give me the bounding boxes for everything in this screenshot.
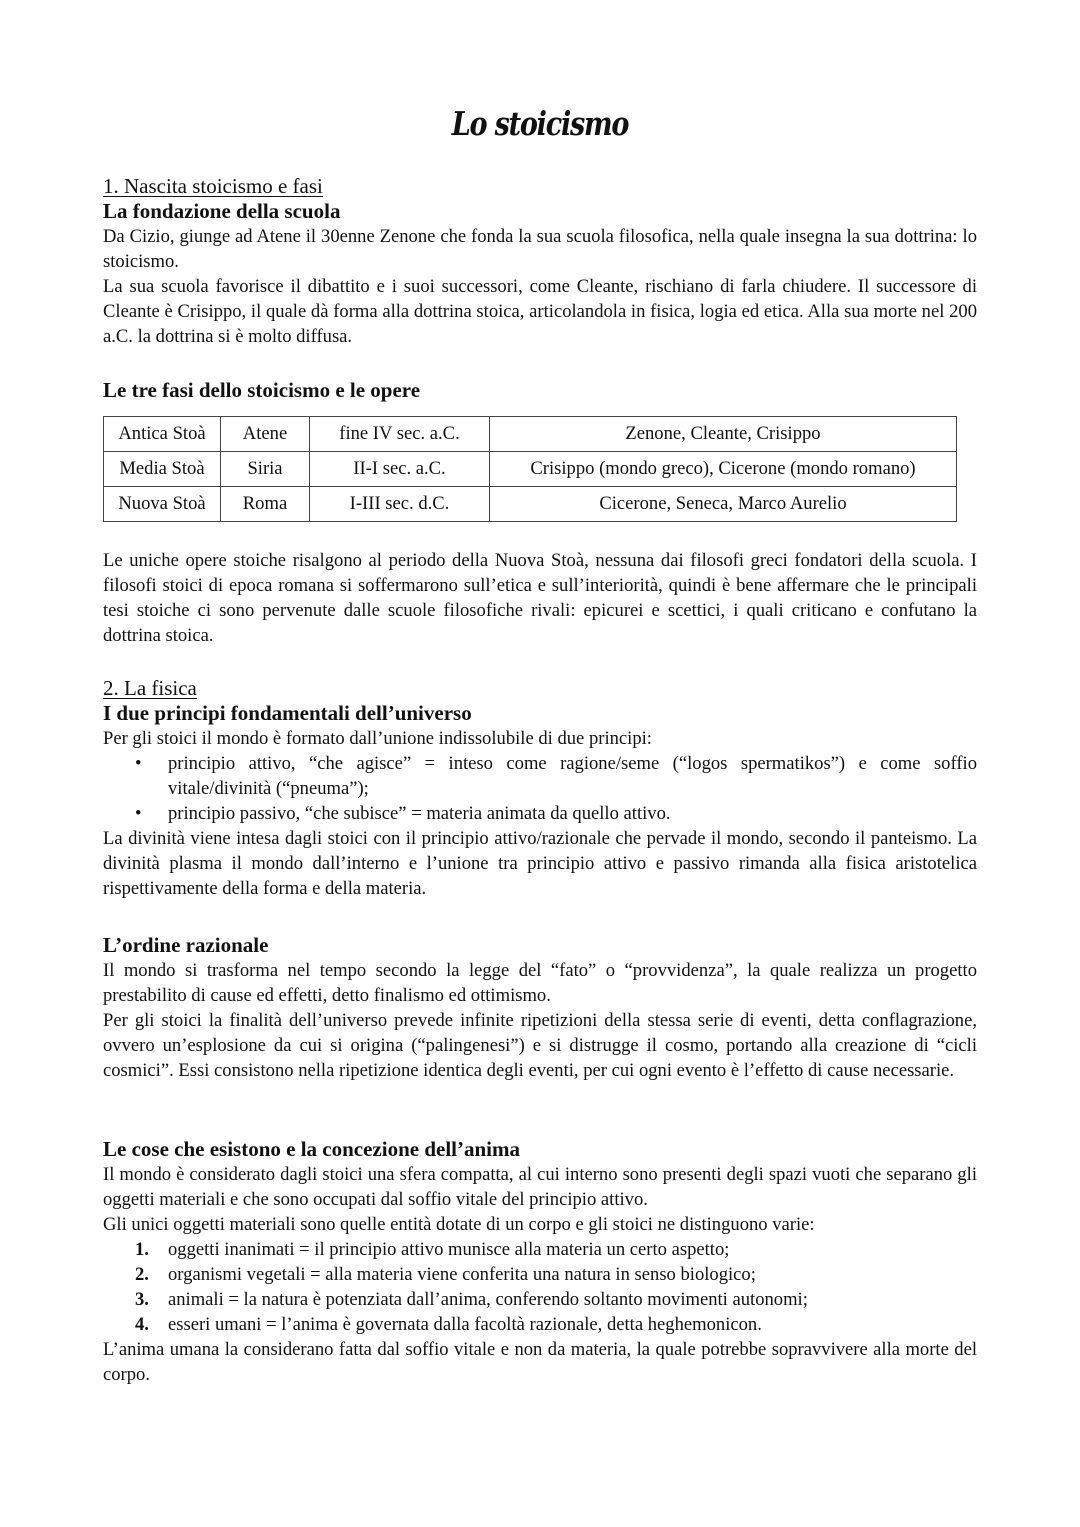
- list-number: 4.: [135, 1314, 149, 1335]
- table-cell: I-III sec. d.C.: [310, 487, 490, 522]
- list-item: [103, 751, 977, 801]
- paragraph: Le uniche opere stoiche risalgono al periodo della Nuova Stoà, nessuna dai filosofi greci fondatori della scuola. I filosofi stoici di epoca romana si soffermarono sull’etica e sull’interiorità, quindi è bene affermare che le principali tesi stoiche ci sono pervenute dalle scuole filosofiche rivali: epicurei e scettici, i quali criticano e confutano la dottrina stoica.: [103, 550, 977, 646]
- table-cell: Atene: [221, 417, 310, 452]
- paragraph: La sua scuola favorisce il dibattito e i suoi successori, come Cleante, rischiano di farla chiudere. Il successore di Cleante è Crisippo, il quale dà forma alla dottrina stoica, articolandola in fisica, logia ed etica. Alla sua morte nel 200 a.C. la dottrina si è molto diffusa.: [103, 276, 977, 347]
- paragraph: La divinità viene intesa dagli stoici con il principio attivo/razionale che pervade il mondo, secondo il panteismo. La divinità plasma il mondo dall’interno e l’unione tra principio attivo e passivo rimanda alla fisica aristotelica rispettivamente della forma e della materia.: [103, 828, 977, 899]
- list-item-text: oggetti inanimati = il principio attivo munisce alla materia un certo aspetto;: [168, 1239, 730, 1260]
- paragraph: Da Cizio, giunge ad Atene il 30enne Zenone che fonda la sua scuola filosofica, nella quale insegna la sua dottrina: lo stoicismo.: [103, 226, 977, 272]
- paragraph: Il mondo è considerato dagli stoici una sfera compatta, al cui interno sono presenti degli spazi vuoti che separano gli oggetti materiali e che sono occupati dal soffio vitale del principio attivo.: [103, 1164, 977, 1210]
- list-number: 2.: [135, 1264, 149, 1285]
- table-cell: Media Stoà: [104, 452, 221, 487]
- table-row: [104, 452, 957, 487]
- section-nascita: [103, 174, 977, 349]
- subsection-title: L’ordine razionale: [103, 933, 269, 957]
- list-item: [103, 1287, 977, 1312]
- list-number: 1.: [135, 1239, 149, 1260]
- subsection-title: La fondazione della scuola: [103, 199, 341, 223]
- subsection-title: I due principi fondamentali dell’universo: [103, 701, 472, 725]
- subsection-title: Le tre fasi dello stoicismo e le opere: [103, 378, 421, 402]
- list-item: [103, 1312, 977, 1337]
- bullet-list: [103, 751, 977, 826]
- list-item: [103, 1262, 977, 1287]
- bullet-icon: •: [135, 803, 142, 824]
- paragraph: Il mondo si trasforma nel tempo secondo la legge del “fato” o “provvidenza”, la quale realizza un progetto prestabilito di cause ed effetti, detto finalismo ed ottimismo.: [103, 960, 977, 1006]
- bullet-icon: •: [135, 753, 142, 774]
- section-fisica: [103, 676, 977, 901]
- table-cell: Cicerone, Seneca, Marco Aurelio: [490, 487, 957, 522]
- opere-paragraph-block: [103, 548, 977, 648]
- table-row: [104, 417, 957, 452]
- list-item-text: organismi vegetali = alla materia viene conferita una natura in senso biologico;: [168, 1264, 756, 1285]
- numbered-list: [103, 1237, 977, 1337]
- list-item: [103, 1237, 977, 1262]
- list-item-text: animali = la natura è potenziata dall’anima, conferendo soltanto movimenti autonomi;: [168, 1289, 808, 1310]
- paragraph: Per gli stoici il mondo è formato dall’unione indissolubile di due principi:: [103, 728, 652, 749]
- document-title: Lo stoicismo: [451, 104, 629, 143]
- table-cell: Siria: [221, 452, 310, 487]
- phases-table: [103, 416, 957, 522]
- subsection-anima: [103, 1137, 977, 1387]
- subsection-ordine: [103, 933, 977, 1083]
- list-item-text: esseri umani = l’anima è governata dalla facoltà razionale, detta heghemonicon.: [168, 1314, 762, 1335]
- paragraph: L’anima umana la considerano fatta dal soffio vitale e non da materia, la quale potrebbe sopravvivere alla morte del corpo.: [103, 1339, 977, 1385]
- table-row: [104, 487, 957, 522]
- list-item: [103, 801, 977, 826]
- table-cell: Zenone, Cleante, Crisippo: [490, 417, 957, 452]
- table-cell: fine IV sec. a.C.: [310, 417, 490, 452]
- table-cell: Antica Stoà: [104, 417, 221, 452]
- list-number: 3.: [135, 1289, 149, 1310]
- phases-table-wrap: [103, 416, 977, 522]
- list-item-text: principio attivo, “che agisce” = inteso come ragione/seme (“logos spermatikos”) e come soffio vitale/divinità (“pneuma”);: [168, 753, 977, 799]
- section-heading: 2. La fisica: [103, 676, 197, 700]
- table-cell: Crisippo (mondo greco), Cicerone (mondo romano): [490, 452, 957, 487]
- paragraph: Per gli stoici la finalità dell’universo prevede infinite ripetizioni della stessa serie di eventi, detta conflagrazione, ovvero un’esplosione da cui si origina (“palingenesi”) e si distrugge il cosmo, portando alla creazione di “cicli cosmici”. Essi consistono nella ripetizione identica degli eventi, per cui ogni evento è l’effetto di cause necessarie.: [103, 1010, 977, 1081]
- paragraph: Gli unici oggetti materiali sono quelle entità dotate di un corpo e gli stoici ne distinguono varie:: [103, 1214, 815, 1235]
- subsection-fasi: [103, 378, 977, 403]
- section-heading: 1. Nascita stoicismo e fasi: [103, 174, 323, 198]
- table-cell: Nuova Stoà: [104, 487, 221, 522]
- table-cell: Roma: [221, 487, 310, 522]
- list-item-text: principio passivo, “che subisce” = materia animata da quello attivo.: [168, 803, 671, 824]
- subsection-title: Le cose che esistono e la concezione dell’anima: [103, 1137, 521, 1161]
- table-cell: II-I sec. a.C.: [310, 452, 490, 487]
